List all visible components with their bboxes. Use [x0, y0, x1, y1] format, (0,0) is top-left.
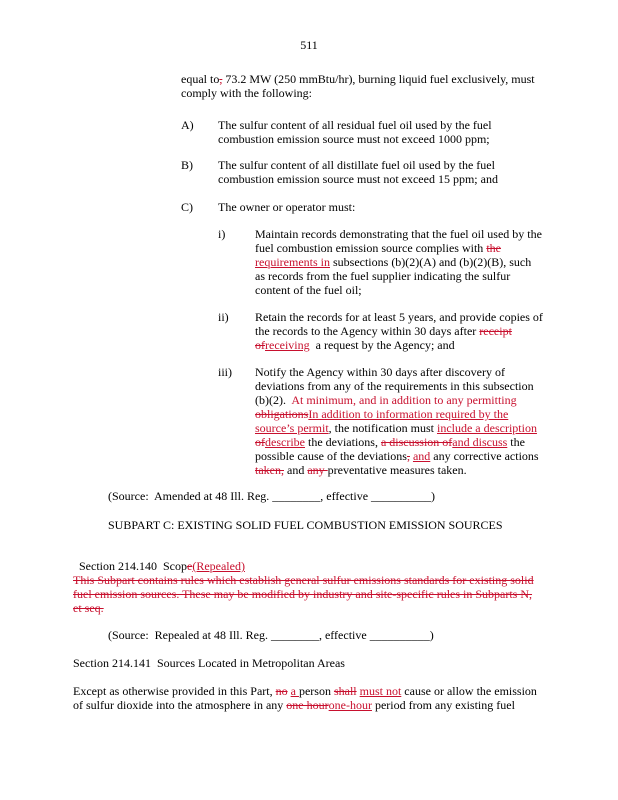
intro-line [181, 86, 561, 100]
text-run: cause or allow the emission [401, 684, 537, 698]
text-run: combustion emission source must not exceed 1000 ppm; [218, 132, 490, 146]
text-line [255, 379, 555, 393]
text-run: any corrective actions [430, 449, 539, 463]
text-line [255, 449, 555, 463]
deleted-text: the [486, 241, 501, 255]
inserted-text: requirements in [255, 255, 330, 269]
text-line [255, 407, 555, 421]
item-b-text [218, 158, 558, 186]
deleted-text: obligations [255, 407, 309, 421]
text-run: equal to [181, 72, 220, 86]
text-run: period from any existing fuel [371, 698, 515, 712]
text-run: preventative measures taken. [327, 463, 467, 477]
page-number: 511 [300, 38, 318, 52]
text-line [73, 698, 553, 712]
text-run: deviations from any of the requirements in this subsection [255, 379, 534, 393]
inserted-text: receiving [265, 338, 310, 352]
text-run: subsections (b)(2)(A) and (b)(2)(B), such [329, 255, 532, 269]
deleted-text: of [255, 338, 265, 352]
text-line [218, 118, 558, 132]
deleted-text: , [406, 449, 410, 463]
inserted-text: describe [265, 435, 305, 449]
text-run: 73.2 MW (250 mmBtu/hr), burning liquid fuel exclusively, must [222, 72, 535, 86]
text-line [218, 158, 558, 172]
source-note-repealed: (Source: Repealed at 48 Ill. Reg. ________, effective __________) [108, 628, 434, 642]
text-run: , the notification must [328, 421, 437, 435]
text-run: person [298, 684, 334, 698]
text-line [218, 172, 558, 186]
section-141-heading: Section 214.141 Sources Located in Metropolitan Areas [73, 656, 345, 670]
text-run: the deviations, [304, 435, 381, 449]
intro-line [181, 72, 561, 86]
deleted-text: one hour [286, 698, 329, 712]
text-run: combustion emission source must not exceed 15 ppm; and [218, 172, 498, 186]
inserted-text: (Repealed) [192, 559, 245, 573]
text-line [255, 393, 555, 407]
subitem-ii-text [255, 310, 555, 352]
text-run: Except as otherwise provided in this Part, [73, 684, 276, 698]
text-run: fuel combustion emission source complies with [255, 241, 487, 255]
text-run: and [284, 463, 308, 477]
inserted-text: and [412, 449, 431, 463]
text-run: Maintain records demonstrating that the fuel oil used by the [255, 227, 542, 241]
text-line [73, 684, 553, 698]
text-line [255, 283, 555, 297]
text-line [255, 310, 555, 324]
deleted-text: , [219, 72, 223, 86]
text-line [255, 365, 555, 379]
subitem-i-text [255, 227, 555, 297]
subitem-ii-marker: ii) [218, 310, 229, 324]
inserted-text: one-hour [328, 698, 372, 712]
text-run: a request by the Agency; and [309, 338, 455, 352]
text-line [255, 269, 555, 283]
text-run: the records to the Agency within 30 days after [255, 324, 480, 338]
subitem-i-marker: i) [218, 227, 226, 241]
item-a-text [218, 118, 558, 146]
subitem-iii-text [255, 365, 555, 477]
text-run: The owner or operator must: [218, 200, 356, 214]
deleted-line: et seq. [73, 601, 104, 615]
deleted-text: of [255, 435, 265, 449]
text-line [218, 132, 558, 146]
text-line [255, 241, 555, 255]
item-b-marker: B) [181, 158, 193, 172]
text-line [255, 338, 555, 352]
item-c-text [218, 200, 558, 214]
text-run: comply with the following: [181, 86, 312, 100]
text-run: content of the fuel oil; [255, 283, 362, 297]
section-140-number: Section 214.140 [79, 559, 157, 573]
deleted-text: shall [333, 684, 357, 698]
text-run: of sulfur dioxide into the atmosphere in any [73, 698, 287, 712]
text-run: Retain the records for at least 5 years, and provide copies of [255, 310, 543, 324]
text-line [218, 200, 558, 214]
deleted-line: This Subpart contains rules which establish general sulfur emissions standards for existing solid [73, 573, 534, 587]
inserted-text: and discuss [452, 435, 508, 449]
source-note-amended: (Source: Amended at 48 Ill. Reg. ________, effective __________) [108, 489, 436, 503]
section-140-body [73, 573, 543, 615]
revised-text: At minimum, and in addition to any permitting [291, 393, 517, 407]
text-run: possible cause of the deviations [255, 449, 407, 463]
text-run: as records from the fuel supplier indicating the sulfur [255, 269, 511, 283]
text-line [255, 255, 555, 269]
text-line [255, 227, 555, 241]
text-run: (b)(2). [255, 393, 292, 407]
intro-paragraph [181, 72, 561, 100]
deleted-line: fuel emission sources. These may be modified by industry and site-specific rules in Subparts N, [73, 587, 533, 601]
section-140-title [157, 559, 245, 573]
deleted-text: any [307, 463, 328, 477]
deleted-text: taken, [255, 463, 284, 477]
text-line [255, 324, 555, 338]
inserted-text: include a description [436, 421, 537, 435]
item-c-marker: C) [181, 200, 193, 214]
inserted-text: a [290, 684, 299, 698]
inserted-text: must not [359, 684, 402, 698]
deleted-text: a discussion of [380, 435, 453, 449]
text-run: the [507, 435, 525, 449]
text-run: Notify the Agency within 30 days after discovery of [255, 365, 505, 379]
deleted-text: no [275, 684, 288, 698]
inserted-text: source’s permit [255, 421, 329, 435]
text-line [255, 463, 555, 477]
text-run: Scop [157, 559, 187, 573]
subitem-iii-marker: iii) [218, 365, 232, 379]
text-run: The sulfur content of all distillate fuel oil used by the fuel [218, 158, 495, 172]
text-line [255, 421, 555, 435]
deleted-text: receipt [479, 324, 512, 338]
item-a-marker: A) [181, 118, 194, 132]
section-140-heading [73, 545, 245, 573]
inserted-text: In addition to information required by the [308, 407, 509, 421]
deleted-text: e [187, 559, 193, 573]
section-141-body [73, 684, 553, 712]
subpart-heading: SUBPART C: EXISTING SOLID FUEL COMBUSTION EMISSION SOURCES [108, 518, 503, 532]
text-line [255, 435, 555, 449]
text-run: The sulfur content of all residual fuel oil used by the fuel [218, 118, 492, 132]
